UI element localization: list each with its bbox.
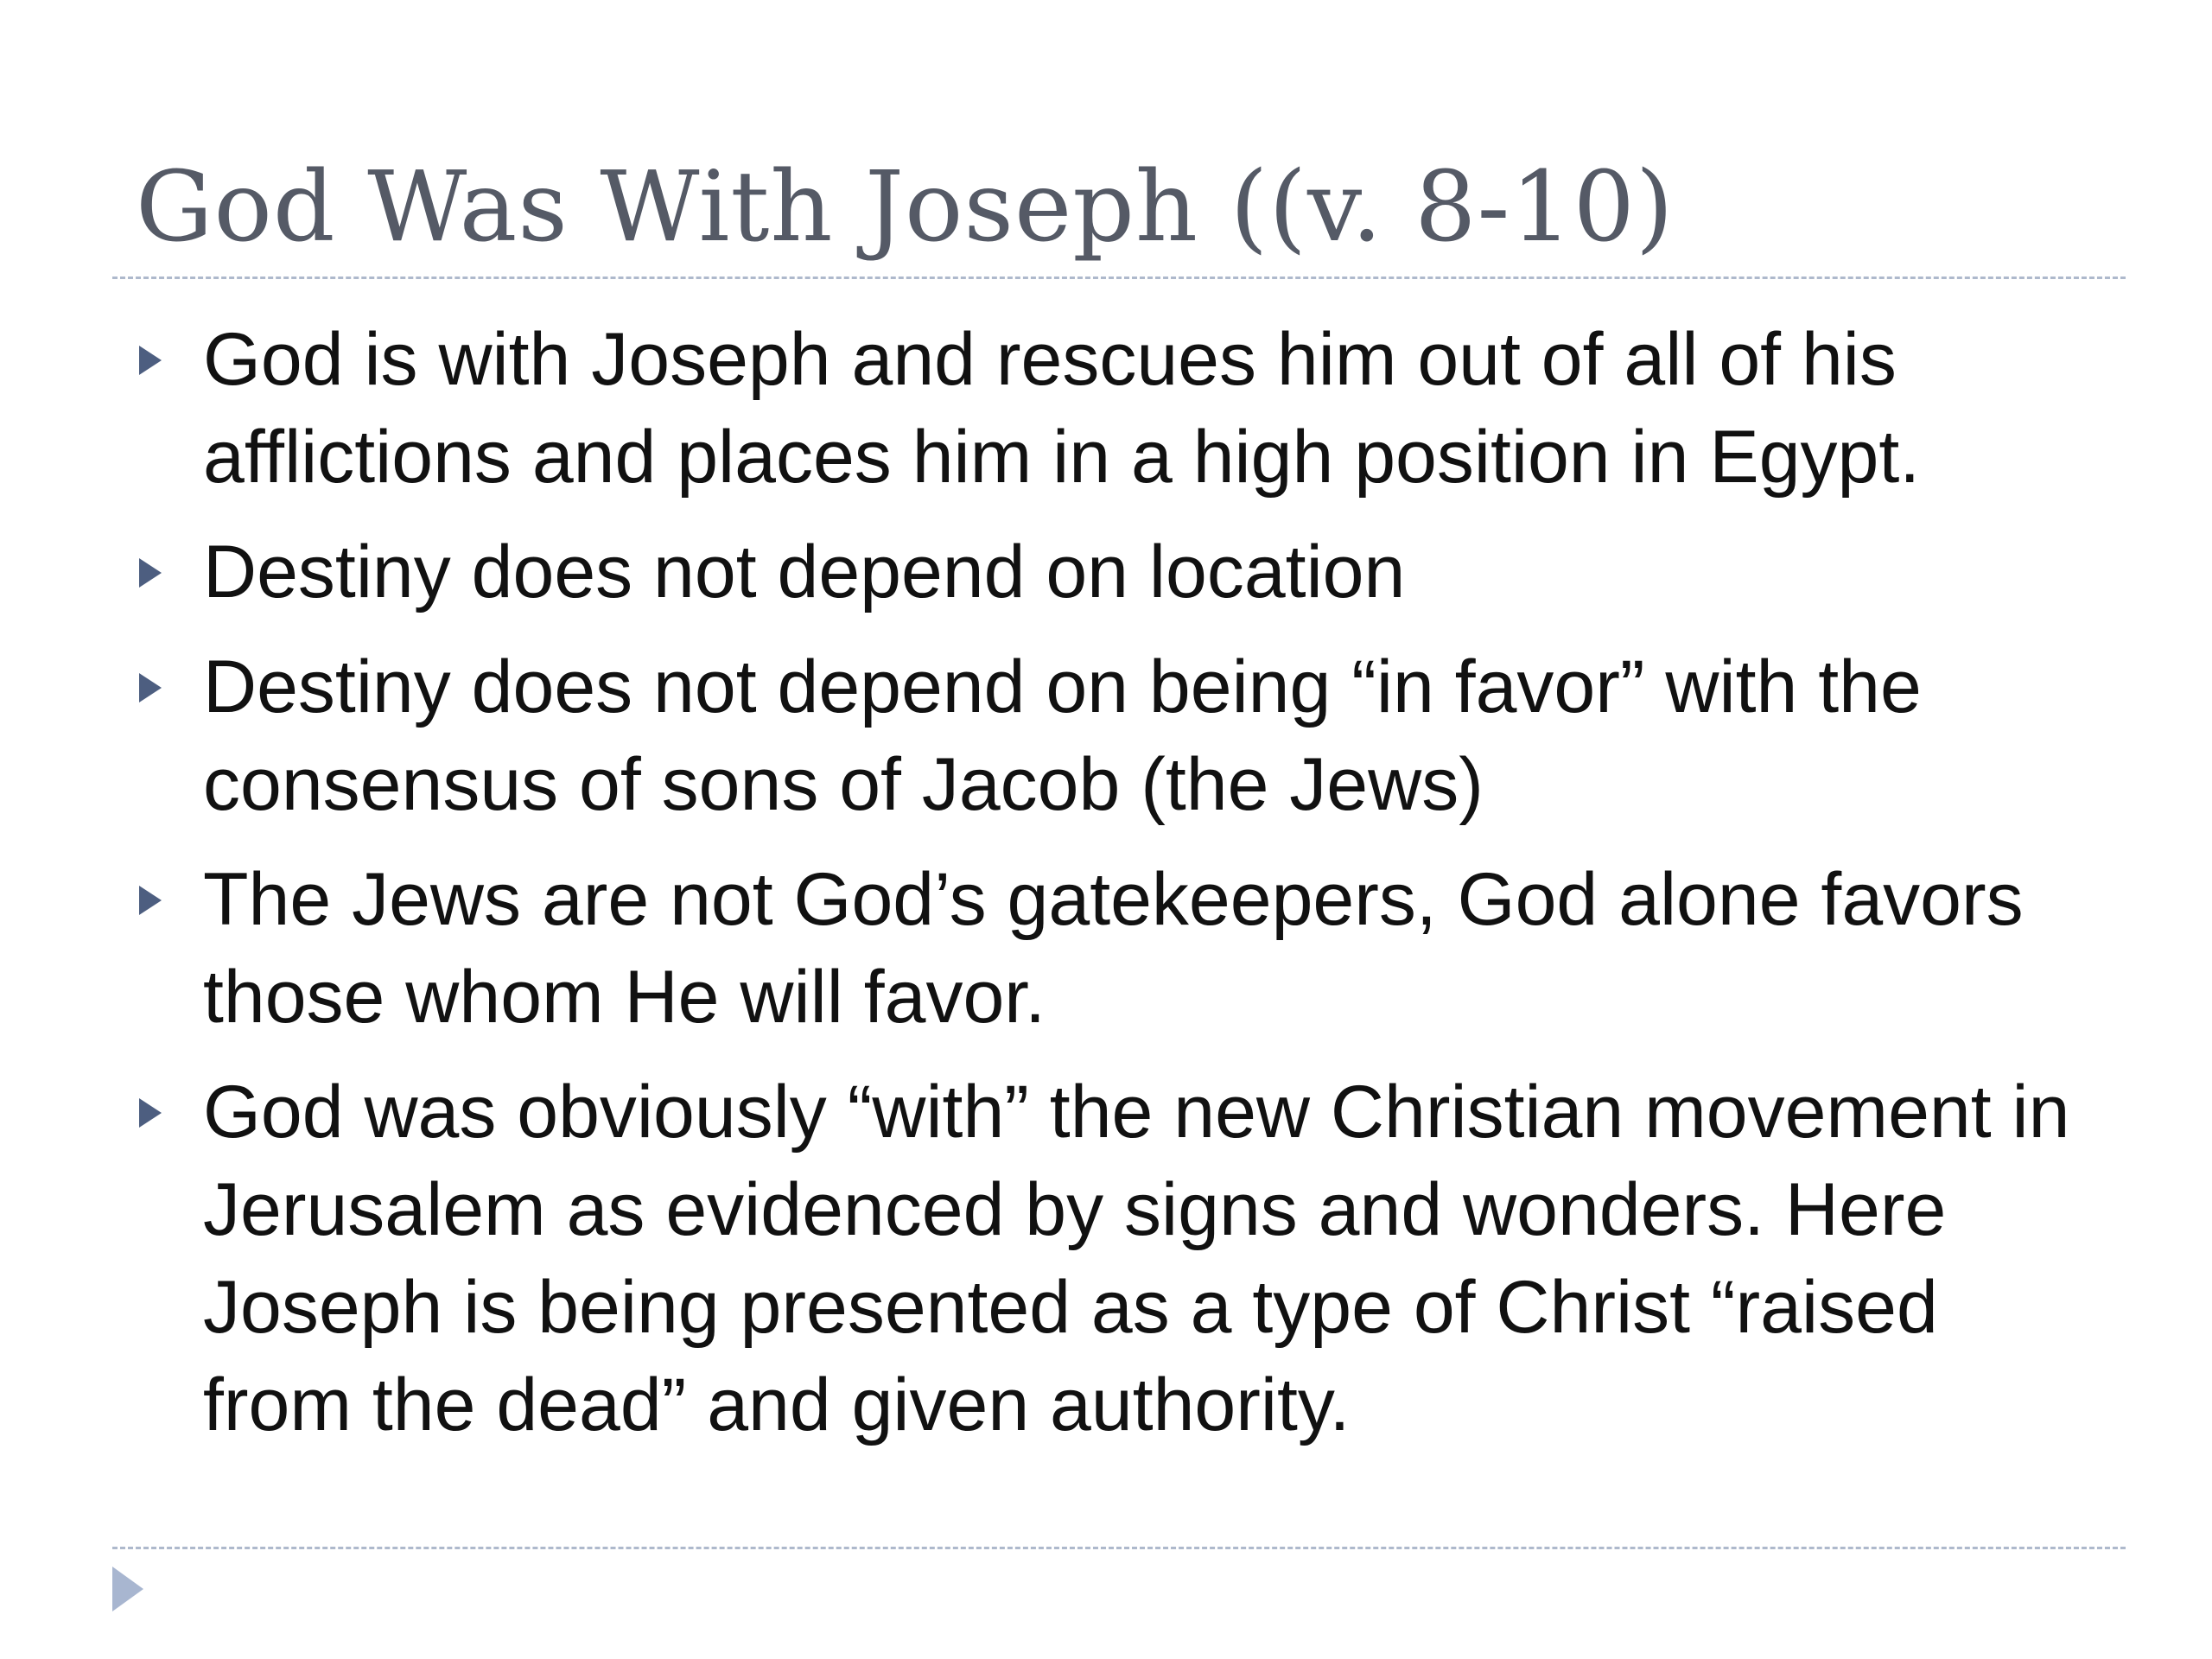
bullet-item: [136, 524, 2088, 621]
bullet-list: [136, 311, 2088, 1471]
bullet-item: [136, 639, 2088, 834]
triangle-bullet-icon: [139, 673, 162, 702]
bullet-text: God was obviously “with” the new Christian movement in Jerusalem as evidenced by signs and wonders. Here Joseph is being presented as a type of Christ “raised from the dead” and given authority.: [203, 1071, 2070, 1446]
slide-title: God Was With Joseph ((v. 8-10): [136, 151, 1675, 264]
triangle-bullet-icon: [139, 558, 162, 588]
bullet-text: Destiny does not depend on being “in favor” with the consensus of sons of Jacob (the Jews): [203, 645, 1922, 826]
bullet-text: The Jews are not God’s gatekeepers, God alone favors those whom He will favor.: [203, 858, 2024, 1039]
triangle-bullet-icon: [139, 1098, 162, 1128]
footer-divider: [112, 1547, 2126, 1549]
bullet-text: God is with Joseph and rescues him out of all of his afflictions and places him in a high position in Egypt.: [203, 318, 1921, 499]
bullet-item: [136, 1064, 2088, 1454]
next-slide-arrow-icon[interactable]: [112, 1567, 143, 1611]
bullet-text: Destiny does not depend on location: [203, 531, 1406, 613]
triangle-bullet-icon: [139, 886, 162, 915]
triangle-bullet-icon: [139, 346, 162, 375]
bullet-item: [136, 851, 2088, 1046]
bullet-item: [136, 311, 2088, 506]
title-divider: [112, 276, 2126, 279]
